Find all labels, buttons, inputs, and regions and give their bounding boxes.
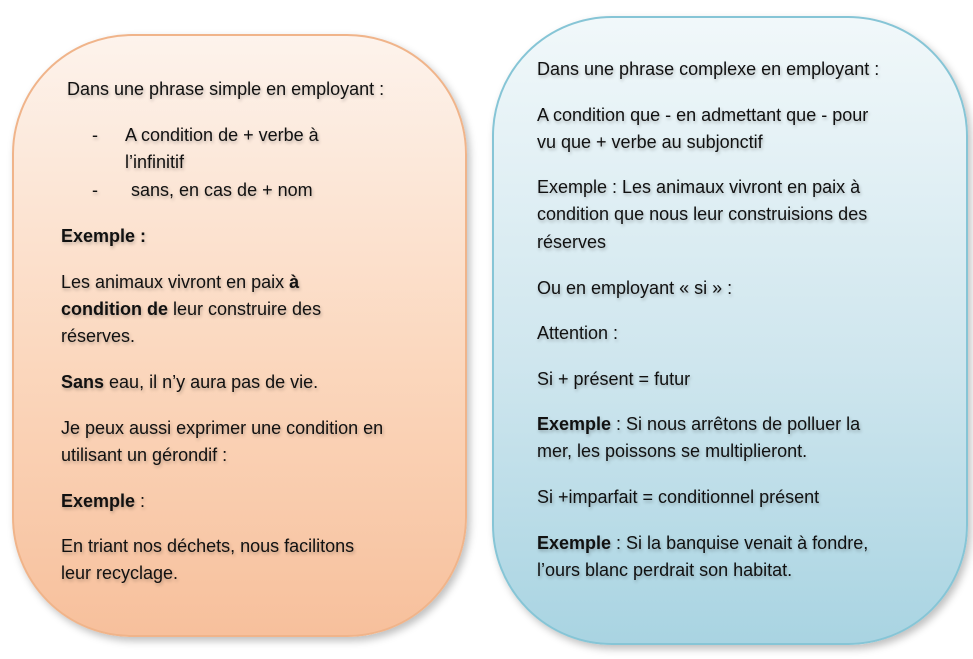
bullet-sans: sans, en cas de + nom <box>131 180 313 200</box>
right-conj-line2: vu que + verbe au subjonctif <box>537 132 763 152</box>
left-final-line2: leur recyclage. <box>61 563 179 583</box>
right-example2-line2: mer, les poissons se multiplieront. <box>537 441 808 461</box>
right-example3-line1: Exemple : Si la banquise venait à fondre, <box>537 533 869 553</box>
left-gerondif-line2: utilisant un gérondif : <box>61 445 228 465</box>
right-example2-line1: Exemple : Si nous arrêtons de polluer la <box>537 414 861 434</box>
left-intro: Dans une phrase simple en employant : <box>67 79 385 99</box>
left-gerondif-line1: Je peux aussi exprimer une condition en <box>61 418 384 438</box>
right-example1-line1: Exemple : Les animaux vivront en paix à <box>537 177 861 197</box>
right-si-intro: Ou en employant « si » : <box>537 278 733 298</box>
right-rule-imparfait: Si +imparfait = conditionnel présent <box>537 487 820 507</box>
left-example2-label: Exemple : <box>61 491 146 511</box>
left-example1-line3: réserves. <box>61 326 136 346</box>
left-example1-line1: Les animaux vivront en paix à <box>61 272 300 292</box>
bullet-condition-de-line2: l’infinitif <box>125 152 185 172</box>
right-example1-line3: réserves <box>537 232 607 252</box>
left-example1-label: Exemple : <box>61 226 147 246</box>
right-intro: Dans une phrase complexe en employant : <box>537 59 880 79</box>
right-rule-present: Si + présent = futur <box>537 369 691 389</box>
right-attention: Attention : <box>537 323 619 343</box>
bullet-dash: - <box>92 180 98 200</box>
bullet-dash: - <box>92 125 98 145</box>
bullet-condition-de-line1: A condition de + verbe à <box>125 125 319 145</box>
left-final-line1: En triant nos déchets, nous facilitons <box>61 536 355 556</box>
right-conj-line1: A condition que - en admettant que - pour <box>537 105 869 125</box>
right-example3-line2: l’ours blanc perdrait son habitat. <box>537 560 793 580</box>
right-example1-line2: condition que nous leur construisions des <box>537 204 868 224</box>
left-sans-sentence: Sans eau, il n’y aura pas de vie. <box>61 372 319 392</box>
left-example1-line2: condition de leur construire des <box>61 299 322 319</box>
